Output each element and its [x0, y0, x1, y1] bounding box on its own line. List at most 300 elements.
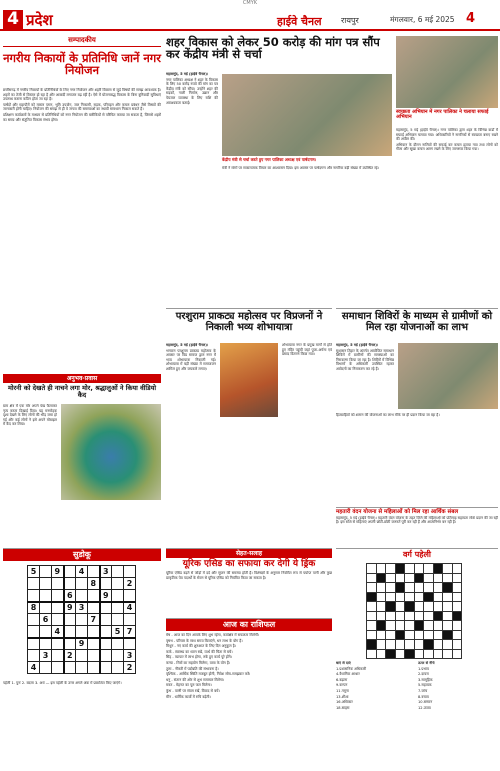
main-story-paragraph: नगर पालिका अध्यक्ष ने शहर के विकास के लिए 50 करोड़ रुपये की मांग का पत्र केंद्रीय मंत्री को सौंपा। उन्होंने शहर की सड़कों, नाली निर्माण, उद्यान और पेयजल व्यवस्था के लिए राशि की आवश्यकता बताई। [166, 77, 218, 105]
sudoku-cell [28, 590, 40, 602]
sudoku-cell [40, 578, 52, 590]
crossword-cell[interactable] [386, 602, 396, 612]
sudoku-cell [64, 614, 76, 626]
crossword-row [367, 573, 462, 583]
crossword-cell[interactable] [376, 592, 386, 602]
city-name: रायपुर [341, 16, 359, 25]
anubhav-box [3, 374, 161, 546]
editorial-body [3, 88, 161, 376]
crossword-cell[interactable] [405, 621, 415, 631]
editorial-paragraph: पार्षदों और महापौरों को मास्टर प्लान, भूमि उपयोग, जल निकासी, सड़क, परिवहन और कचरा प्रबंधन जैसे विषयों की जानकारी होनी चाहिए। नियोजन की समझ से ही वे जनता की समस्याओं का स्थायी समाधान निकाल सकते हैं। [3, 102, 161, 112]
sudoku-cell [28, 638, 40, 650]
crossword-down-list [418, 667, 498, 711]
samadhan-paragraph: हितग्राहियों को शासन की योजनाओं का लाभ मौके पर ही प्रदान किया जा रहा है। [336, 413, 440, 417]
sudoku-cell: 4 [76, 566, 88, 578]
sudoku-cell: 7 [124, 626, 136, 638]
crossword-cell[interactable] [433, 583, 443, 593]
crossword-cell[interactable] [414, 592, 424, 602]
sudoku-cell [88, 638, 100, 650]
crossword-cell[interactable] [443, 621, 453, 631]
crossword-cell[interactable] [367, 621, 377, 631]
editorial-section [3, 36, 161, 371]
sudoku-cell: 9 [64, 602, 76, 614]
crossword-cell[interactable] [395, 630, 405, 640]
crossword-cell[interactable] [424, 583, 434, 593]
sudoku-cell [76, 662, 88, 674]
crossword-cell[interactable] [367, 602, 377, 612]
crossword-clue: 11.नमूना [336, 688, 349, 693]
brand-name: हाईवे चैनल [277, 15, 322, 28]
main-story-paragraph: मंत्री ने मांगों पर सकारात्मक विचार का आश्वासन दिया। इस अवसर पर पार्षदगण और नागरिक बड़ी संख्या में उपस्थित रहे। [222, 166, 379, 170]
crossword-cell[interactable] [433, 592, 443, 602]
crossword-cell[interactable] [405, 564, 415, 574]
sudoku-cell [40, 590, 52, 602]
crossword-cell[interactable] [395, 621, 405, 631]
crossword-clue: 12.उपाय [418, 705, 431, 710]
crossword-cell[interactable] [395, 602, 405, 612]
crossword-cell[interactable] [433, 602, 443, 612]
crossword-cell[interactable] [414, 621, 424, 631]
crossword-cell[interactable] [386, 621, 396, 631]
issue-date: मंगलवार, 6 मई 2025 [390, 15, 455, 24]
crossword-cell[interactable] [405, 640, 415, 650]
crossword-cell[interactable] [443, 611, 453, 621]
crossword-cell[interactable] [424, 602, 434, 612]
anubhav-paragraph: ग्राम क्षेत्र में एक मोर अपने पंख फैलाकर नृत्य करता दिखाई दिया। यह मनमोहक दृश्य देखने के लिए लोगों की भीड़ जमा हो गई और कई लोगों ने इसे अपने मोबाइल में कैद कर लिया। [3, 404, 57, 427]
crossword-cell[interactable] [433, 611, 443, 621]
sudoku-cell [100, 638, 112, 650]
crossword-across-list [336, 667, 416, 711]
crossword-cell[interactable] [376, 611, 386, 621]
crossword-cell[interactable] [433, 649, 443, 659]
crossword-cell[interactable] [424, 564, 434, 574]
rashifal-entry: मेष - आज का दिन आपके लिए शुभ रहेगा, कार्यक्षेत्र में सफलता मिलेगी। [166, 633, 260, 637]
sudoku-cell: 6 [64, 590, 76, 602]
crossword-clue: 4.वैधानिक आधार [336, 672, 360, 677]
editorial-paragraph: प्रशिक्षण कार्यक्रमों के माध्यम से प्रतिनिधियों को नगर नियोजन की बारीकियों से परिचित कराया जा सकता है, जिससे शहरों का समग्र और संतुलित विकास संभव होगा। [3, 112, 161, 122]
samadhan-dateline: महासमुंद, 5 मई (हाईवे चैनल)। [336, 343, 379, 347]
crossword-cell[interactable] [443, 649, 453, 659]
sudoku-cell [28, 578, 40, 590]
sudoku-cell [112, 578, 124, 590]
crossword-cell[interactable] [424, 611, 434, 621]
crossword-cell[interactable] [405, 649, 415, 659]
sudoku-cell [112, 662, 124, 674]
sudoku-cell [40, 626, 52, 638]
main-story-headline: शहर विकास को लेकर 50 करोड़ की मांग पत्र सौंप कर केंद्रीय मंत्री से चर्चा [166, 35, 380, 62]
sudoku-cell: 2 [64, 650, 76, 662]
sudoku-cell: 4 [52, 626, 64, 638]
sudoku-cell [76, 614, 88, 626]
crossword-cell[interactable] [376, 583, 386, 593]
sudoku-cell [40, 566, 52, 578]
sudoku-cell [76, 578, 88, 590]
crossword-cell[interactable] [367, 640, 377, 650]
sudoku-cell [64, 566, 76, 578]
crossword-cell[interactable] [443, 592, 453, 602]
crossword-cell[interactable] [405, 611, 415, 621]
crossword-cell[interactable] [424, 640, 434, 650]
sudoku-cell [52, 590, 64, 602]
section-title: प्रदेश [26, 11, 53, 29]
crossword-box [336, 548, 498, 768]
sudoku-cell [100, 662, 112, 674]
rashifal-entry: धनु - संतान की ओर से शुभ समाचार मिलेगा। [166, 677, 225, 682]
crossword-cell[interactable] [395, 640, 405, 650]
rashifal-entry: सिंह - व्यापार में लाभ होगा, रुके हुए कार्य पूरे होंगे। [166, 655, 232, 660]
health-label: सेहत-सलाह [166, 549, 332, 558]
sudoku-cell [112, 590, 124, 602]
crossword-across [336, 661, 416, 769]
crossword-cell[interactable] [386, 564, 396, 574]
crossword-cell[interactable] [376, 602, 386, 612]
sudoku-cell [52, 650, 64, 662]
masthead [0, 7, 500, 31]
crossword-cell[interactable] [405, 583, 415, 593]
rashifal-entry: कर्क - स्वास्थ्य का ध्यान रखें, व्यर्थ की चिंता से बचें। [166, 649, 233, 654]
page-number-right: 4 [466, 11, 476, 26]
crossword-title: वर्ग पहेली [402, 550, 432, 559]
sehat-salah-section [166, 548, 332, 616]
rashifal-entry: वृश्चिक - आर्थिक स्थिति मजबूत होगी, निवेश सोच-समझकर करें। [166, 672, 251, 677]
right-top-body [396, 128, 498, 304]
sudoku-cell [40, 662, 52, 674]
crossword-row [367, 630, 462, 640]
rashifal-entry: कन्या - मित्रों का सहयोग मिलेगा, यात्रा के योग हैं। [166, 660, 231, 665]
sudoku-cell [28, 614, 40, 626]
crossword-cell[interactable] [386, 630, 396, 640]
crossword-clue: 18.साहस [336, 705, 350, 710]
crossword-cell[interactable] [443, 630, 453, 640]
sudoku-row [28, 578, 136, 590]
crossword-cell[interactable] [367, 573, 377, 583]
crossword-row [367, 611, 462, 621]
right-top-headline: स्वच्छता अभियान में नगर पालिका ने चलाया सफाई अभियान [396, 109, 489, 121]
sudoku-cell [112, 566, 124, 578]
sudoku-cell: 6 [40, 614, 52, 626]
crossword-cell[interactable] [386, 649, 396, 659]
crossword-grid [366, 563, 462, 659]
main-story [166, 36, 392, 306]
crossword-cell[interactable] [405, 592, 415, 602]
sudoku-cell [100, 650, 112, 662]
sudoku-cell: 9 [76, 638, 88, 650]
sudoku-cell [124, 566, 136, 578]
crossword-cell[interactable] [386, 592, 396, 602]
right-top-paragraph: अभियान के दौरान नालियों की सफाई कर कचरा हटाया गया तथा लोगों को गीला और सूखा कचरा अलग रखने के लिए जागरूक किया गया। [396, 142, 498, 152]
samadhan-text-left [336, 343, 394, 407]
anubhav-body [3, 404, 57, 544]
sudoku-row [28, 638, 136, 650]
sudoku-cell: 4 [124, 602, 136, 614]
crossword-clue: 10.सम्मान [418, 700, 433, 705]
crossword-down [418, 661, 498, 769]
sudoku-cell [88, 590, 100, 602]
crossword-cell[interactable] [405, 630, 415, 640]
crossword-cell[interactable] [452, 602, 462, 612]
crossword-cell[interactable] [376, 630, 386, 640]
sudoku-row [28, 590, 136, 602]
crossword-cell[interactable] [367, 564, 377, 574]
sudoku-cell [100, 602, 112, 614]
sudoku-cell [124, 590, 136, 602]
sudoku-cell: 3 [40, 650, 52, 662]
rashifal-entry: कुंभ - वाणी पर संयम रखें, विवाद से बचें। [166, 688, 220, 693]
parshuram-paragraph: शोभायात्रा नगर के प्रमुख मार्गों से होते हुए मंदिर पहुंची जहां पूजा-अर्चना एवं प्रसाद वितरण किया गया। [282, 343, 332, 357]
rashifal-entry: मिथुन - नए कार्य की शुरुआत के लिए दिन अनुकूल है। [166, 644, 237, 649]
crossword-cell[interactable] [452, 640, 462, 650]
crossword-clue: 1.प्रशासनिक अधिकारी [336, 666, 367, 671]
crossword-cell[interactable] [367, 649, 377, 659]
sudoku-cell: 5 [28, 566, 40, 578]
sudoku-cell [100, 614, 112, 626]
parshuram-dateline: महासमुंद, 5 मई (हाईवे चैनल)। [166, 343, 209, 347]
crossword-cell[interactable] [405, 573, 415, 583]
sudoku-row [28, 662, 136, 674]
sudoku-cell: 3 [124, 650, 136, 662]
crossword-across-head: बाएं से दाएं [336, 661, 351, 665]
crossword-cell[interactable] [424, 630, 434, 640]
sudoku-row [28, 614, 136, 626]
crossword-cell[interactable] [452, 573, 462, 583]
crossword-cell[interactable] [395, 564, 405, 574]
crossword-cell[interactable] [443, 640, 453, 650]
parshuram-headline: परशुराम प्राकट्य महोत्सव पर विप्रजनों ने निकाली भव्य शोभायात्रा [175, 311, 323, 333]
crossword-cell[interactable] [367, 611, 377, 621]
sudoku-cell: 5 [112, 626, 124, 638]
sudoku-cell [28, 626, 40, 638]
sudoku-cell [112, 650, 124, 662]
crossword-cell[interactable] [414, 649, 424, 659]
main-story-text-left [166, 72, 218, 304]
sudoku-cell: 3 [100, 566, 112, 578]
sudoku-cell [100, 578, 112, 590]
crossword-cell[interactable] [395, 583, 405, 593]
sudoku-cell [124, 614, 136, 626]
rashifal-entry: मकर - मेहनत का पूरा फल मिलेगा। [166, 683, 212, 688]
crossword-cell[interactable] [424, 649, 434, 659]
sudoku-box [3, 548, 161, 768]
crossword-cell[interactable] [433, 630, 443, 640]
crossword-cell[interactable] [414, 583, 424, 593]
crossword-cell[interactable] [433, 640, 443, 650]
anubhav-headline: मोरनी को देखते ही नाचने लगा मोर, श्रद्धालुओं ने किया वीडियो कैद [7, 384, 157, 399]
main-story-photo-caption: केंद्रीय मंत्री से चर्चा करते हुए नगर पालिका अध्यक्ष एवं पार्षदगण। [222, 157, 317, 162]
samadhan-text-bottom [336, 413, 498, 503]
crossword-cell[interactable] [414, 611, 424, 621]
crossword-clue: 3.सामूहिक [418, 677, 433, 682]
crossword-row [367, 621, 462, 631]
crossword-cell[interactable] [376, 640, 386, 650]
crossword-cell[interactable] [414, 564, 424, 574]
sudoku-cell [52, 602, 64, 614]
mahatari-headline: महतारी वंदन योजना से महिलाओं को मिल रहा आर्थिक संबल [336, 509, 459, 515]
sudoku-cell: 8 [88, 578, 100, 590]
sudoku-row [28, 626, 136, 638]
sudoku-cell [52, 662, 64, 674]
crossword-cell[interactable] [443, 602, 453, 612]
sudoku-cell: 7 [88, 614, 100, 626]
crossword-cell[interactable] [395, 592, 405, 602]
crossword-clue: 8.बचाव [418, 694, 429, 699]
crossword-cell[interactable] [452, 621, 462, 631]
sudoku-cell [88, 662, 100, 674]
sudoku-cell [76, 590, 88, 602]
crossword-cell[interactable] [405, 602, 415, 612]
crossword-cell[interactable] [452, 630, 462, 640]
crossword-clue: 2.दायरा [418, 672, 429, 677]
crossword-cell[interactable] [414, 602, 424, 612]
sudoku-cell [28, 650, 40, 662]
sudoku-cell: 3 [76, 602, 88, 614]
sudoku-cell [52, 578, 64, 590]
crossword-row [367, 602, 462, 612]
crossword-cell[interactable] [386, 583, 396, 593]
sudoku-cell [40, 602, 52, 614]
sudoku-cell: 2 [124, 662, 136, 674]
parshuram-text-right [282, 343, 332, 547]
sudoku-row [28, 566, 136, 578]
crossword-cell[interactable] [367, 630, 377, 640]
main-story-photo [222, 74, 392, 156]
crossword-cell[interactable] [424, 573, 434, 583]
editorial-headline: नगरीय निकायों के प्रतिनिधि जानें नगर नियोजन [3, 51, 161, 78]
crossword-cell[interactable] [414, 630, 424, 640]
rashifal-list [166, 633, 332, 769]
crossword-clue: 16.अधिकार [336, 700, 353, 705]
crossword-clue: 6.बढ़ाना [336, 677, 348, 682]
crossword-cell[interactable] [414, 640, 424, 650]
crossword-cell[interactable] [443, 573, 453, 583]
sudoku-cell [76, 626, 88, 638]
samadhan-story [336, 308, 498, 546]
sudoku-cell [88, 602, 100, 614]
parshuram-story [166, 308, 332, 546]
crossword-cell[interactable] [452, 592, 462, 602]
peacock-image [61, 404, 161, 500]
sudoku-cell [88, 566, 100, 578]
sudoku-cell [64, 578, 76, 590]
sudoku-cell [76, 650, 88, 662]
rashifal-entry: तुला - नौकरी में पदोन्नति की संभावना है। [166, 666, 219, 671]
crossword-cell[interactable] [386, 611, 396, 621]
crossword-clue: 1.प्रभाव [418, 666, 429, 671]
mahatari-strip [336, 507, 498, 547]
crossword-cell[interactable] [386, 573, 396, 583]
sudoku-cell [40, 638, 52, 650]
sudoku-cell [64, 626, 76, 638]
sudoku-cell [52, 638, 64, 650]
crossword-cell[interactable] [376, 649, 386, 659]
crossword-cell[interactable] [452, 611, 462, 621]
main-story-text-right [222, 166, 392, 304]
crossword-row [367, 564, 462, 574]
rashifal-entry: मीन - धार्मिक कार्यों में रुचि बढ़ेगी। [166, 694, 211, 699]
crossword-cell[interactable] [395, 573, 405, 583]
health-body: यूरिक एसिड बढ़ने से जोड़ों में दर्द और सूजन की समस्या होती है। विशेषज्ञों के अनुसार नियमित रूप से पर्याप्त पानी और कुछ प्राकृतिक पेय पदार्थों के सेवन से यूरिक एसिड को नियंत्रित किया जा सकता है। [166, 571, 332, 581]
crossword-cell[interactable] [443, 564, 453, 574]
mahatari-body: महासमुंद, 5 मई (हाईवे चैनल)। महतारी वंदन योजना के तहत जिले की महिलाओं को प्रतिमाह सहायता राशि प्रदान की जा रही है। इस राशि से महिलाएं अपनी छोटी-छोटी जरूरतें पूरी कर रही हैं और आत्मनिर्भर बन रही हैं। [336, 515, 498, 525]
sudoku-title: सुडोकू [3, 549, 161, 561]
sudoku-cell [112, 638, 124, 650]
rashifal-entry: वृषभ - परिवार के साथ समय बिताएंगे, धन लाभ के योग हैं। [166, 638, 243, 643]
crossword-cell[interactable] [443, 583, 453, 593]
crossword-cell[interactable] [376, 573, 386, 583]
crossword-cell[interactable] [414, 573, 424, 583]
crossword-clue: 7.जांच [418, 688, 428, 693]
sudoku-grid [27, 565, 136, 674]
sudoku-cell [88, 626, 100, 638]
crossword-cell[interactable] [386, 640, 396, 650]
sudoku-cell [100, 626, 112, 638]
parshuram-paragraph: भगवान परशुराम प्राकट्य महोत्सव के अवसर पर विप्र समाज द्वारा नगर में भव्य शोभायात्रा निकाली गई। शोभायात्रा में बड़ी संख्या में समाजजन शामिल हुए और जयकारे लगाए। [166, 348, 216, 371]
editorial-column-head: सम्पादकीय [3, 36, 161, 47]
crossword-row [367, 583, 462, 593]
crossword-clue: 13.शीशा [336, 694, 349, 699]
sudoku-cell [112, 602, 124, 614]
crossword-cell[interactable] [433, 564, 443, 574]
sudoku-cell [112, 614, 124, 626]
crossword-cell[interactable] [452, 564, 462, 574]
sudoku-row [28, 650, 136, 662]
crossword-cell[interactable] [424, 592, 434, 602]
crossword-row [367, 640, 462, 650]
crossword-cell[interactable] [452, 583, 462, 593]
samadhan-paragraph: सुशासन तिहार के अंतर्गत आयोजित समाधान शिविरों में ग्रामीणों की समस्याओं का निराकरण किया जा रहा है। शिविरों में विभिन्न विभागों के अधिकारी उपस्थित रहकर आवेदनों का निराकरण कर रहे हैं। [336, 348, 394, 371]
right-top-story [396, 36, 498, 306]
crossword-cell[interactable] [376, 621, 386, 631]
sudoku-cell: 9 [100, 590, 112, 602]
crossword-down-head: ऊपर से नीचे [418, 661, 435, 665]
sudoku-cell [64, 662, 76, 674]
crossword-cell[interactable] [433, 621, 443, 631]
crossword-cell[interactable] [395, 649, 405, 659]
crossword-cell[interactable] [433, 573, 443, 583]
parshuram-photo [220, 343, 278, 417]
crossword-cell[interactable] [367, 592, 377, 602]
sudoku-cell: 2 [124, 578, 136, 590]
crossword-cell[interactable] [395, 611, 405, 621]
crossword-row [367, 649, 462, 659]
sudoku-row [28, 602, 136, 614]
sudoku-cell: 8 [28, 602, 40, 614]
rashifal-title: आज का राशिफल [166, 619, 332, 631]
anubhav-label: अनुभव-प्रवास [3, 374, 161, 383]
sudoku-cell: 4 [28, 662, 40, 674]
cmyk-marker: CMYK [242, 0, 258, 6]
crossword-cell[interactable] [424, 621, 434, 631]
samadhan-photo [398, 343, 498, 409]
right-top-photo [396, 36, 498, 108]
rashifal-box [166, 618, 332, 768]
page-number: 4 [3, 10, 23, 29]
main-story-dateline: महासमुंद, 5 मई (हाईवे चैनल)। [166, 72, 209, 76]
sudoku-cell: 9 [52, 566, 64, 578]
sudoku-cell [52, 614, 64, 626]
crossword-cell[interactable] [367, 583, 377, 593]
crossword-clue: 9.कम्पन [336, 683, 348, 688]
editorial-paragraph: छत्तीसगढ़ में नगरीय निकायों के प्रतिनिधियों के लिए नगर नियोजन और शहरी विकास से जुड़े विषयों की समझ आवश्यक है। शहरों का तेजी से विस्तार हो रहा है और आबादी लगातार बढ़ रही है। ऐसे में योजनाबद्ध विकास के बिना बुनियादी सुविधाएं उपलब्ध कराना कठिन होता जा रहा है। [3, 88, 161, 102]
sudoku-cell [64, 638, 76, 650]
parshuram-text-left [166, 343, 216, 547]
crossword-cell[interactable] [376, 564, 386, 574]
sudoku-cell [124, 638, 136, 650]
crossword-cell[interactable] [452, 649, 462, 659]
crossword-row [367, 592, 462, 602]
puzzle-answer-note: पहेली 1. पुनः 2. बदला 3. अर्थ — इस पहेली के उत्तर अगले अंक में प्रकाशित किए जाएंगे। [3, 681, 122, 685]
sudoku-cell [88, 650, 100, 662]
right-top-paragraph: महासमुंद, 5 मई (हाईवे चैनल)। नगर पालिका द्वारा शहर के विभिन्न वार्डों में सफाई अभियान चलाया गया। अधिकारियों ने नागरिकों से स्वच्छता बनाए रखने की अपील की। [396, 128, 498, 142]
